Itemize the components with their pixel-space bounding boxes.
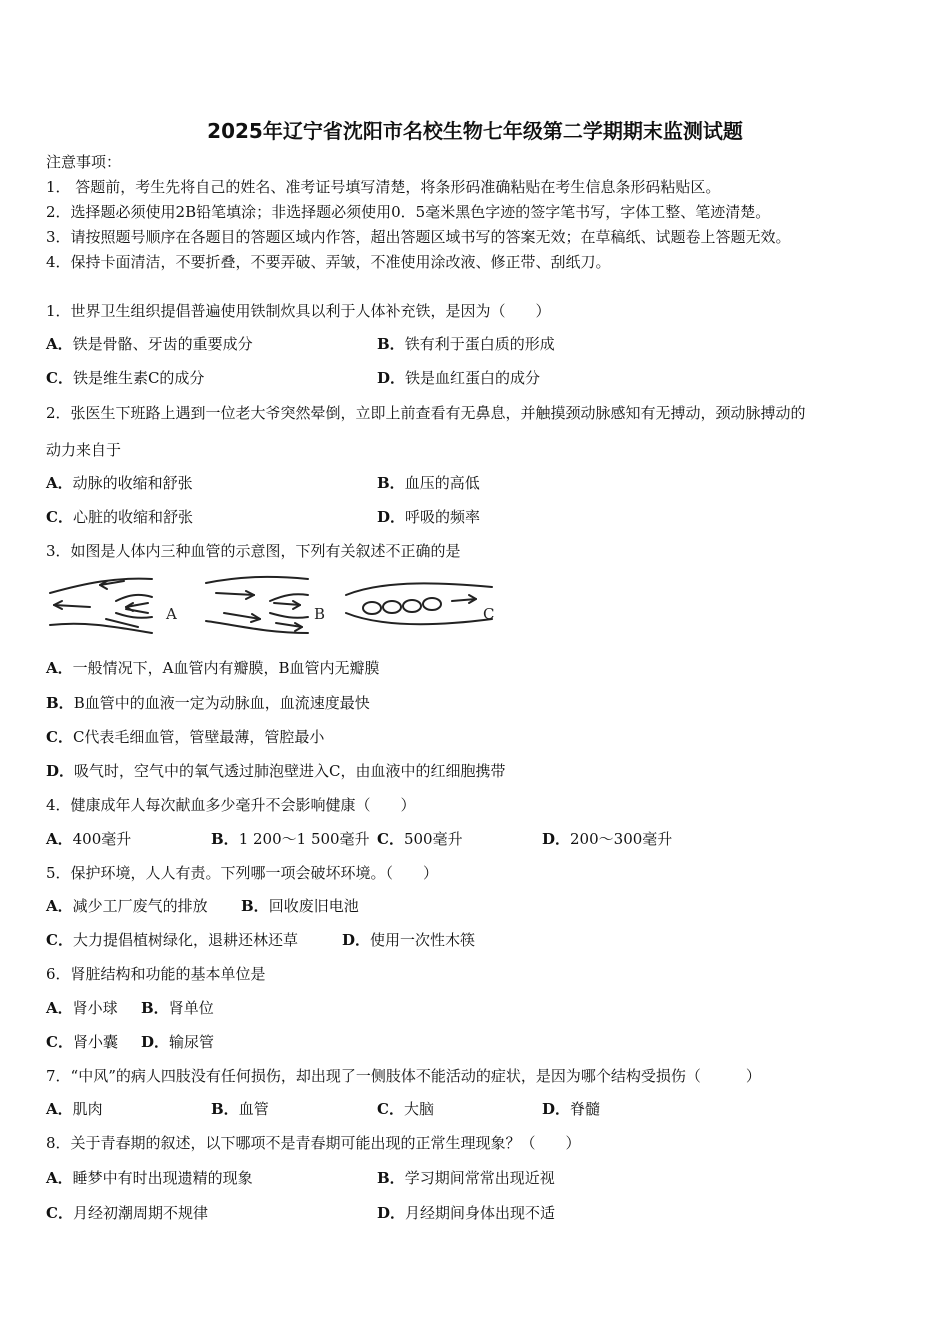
q4-option-d: D．200～300毫升 <box>542 830 673 848</box>
q6-option-c: C．肾小囊 <box>46 1033 118 1051</box>
q3-option-d: D．吸气时，空气中的氧气透过肺泡壁进入C，由血液中的红细胞携带 <box>46 762 506 780</box>
notice-heading: 注意事项： <box>46 153 122 171</box>
q1-option-d: D．铁是血红蛋白的成分 <box>377 369 541 387</box>
q4-option-a: A．400毫升 <box>46 830 132 848</box>
q7-option-d: D．脊髓 <box>542 1100 601 1118</box>
q1-option-b: B．铁有利于蛋白质的形成 <box>377 335 555 353</box>
notice-item: 3．请按照题号顺序在各题目的答题区域内作答，超出答题区域书写的答案无效；在草稿纸、试题卷上答题无效。 <box>46 228 791 246</box>
question-2-stem-cont: 动力来自于 <box>46 441 122 459</box>
q7-option-a: A．肌肉 <box>46 1100 103 1118</box>
question-1-stem: 1．世界卫生组织提倡普遍使用铁制炊具以利于人体补充铁，是因为（ ） <box>46 302 551 320</box>
q7-option-b: B．血管 <box>211 1100 269 1118</box>
question-4-stem: 4．健康成年人每次献血多少毫升不会影响健康（ ） <box>46 796 416 814</box>
q2-option-b: B．血压的高低 <box>377 474 480 492</box>
figure-label-a: A <box>166 605 177 623</box>
q8-option-c: C．月经初潮周期不规律 <box>46 1204 208 1222</box>
q5-option-c: C．大力提倡植树绿化，退耕还林还草 <box>46 931 298 949</box>
q2-option-c: C．心脏的收缩和舒张 <box>46 508 193 526</box>
notice-item: 2．选择题必须使用2B铅笔填涂；非选择题必须使用0．5毫米黑色字迹的签字笔书写，字体工整、笔迹清楚。 <box>46 203 771 221</box>
q8-option-b: B．学习期间常常出现近视 <box>377 1169 555 1187</box>
q3-option-c: C．C代表毛细血管，管壁最薄，管腔最小 <box>46 728 325 746</box>
notice-item: 1． 答题前，考生先将自己的姓名、准考证号填写清楚，将条形码准确粘贴在考生信息条形码粘贴区。 <box>46 178 721 196</box>
q8-option-d: D．月经期间身体出现不适 <box>377 1204 556 1222</box>
q1-option-a: A．铁是骨骼、牙齿的重要成分 <box>46 335 253 353</box>
question-2-stem: 2．张医生下班路上遇到一位老大爷突然晕倒，立即上前查看有无鼻息，并触摸颈动脉感知有无搏动，颈动脉搏动的 <box>46 404 806 422</box>
q1-option-c: C．铁是维生素C的成分 <box>46 369 205 387</box>
blood-vessel-diagram <box>46 573 496 637</box>
q6-option-d: D．输尿管 <box>141 1033 215 1051</box>
q6-option-a: A．肾小球 <box>46 999 118 1017</box>
q6-option-b: B．肾单位 <box>141 999 214 1017</box>
question-7-stem: 7．“中风”的病人四肢没有任何损伤，却出现了一侧肢体不能活动的症状，是因为哪个结构受损伤（ ） <box>46 1067 761 1085</box>
notice-item: 4．保持卡面清洁，不要折叠，不要弄破、弄皱，不准使用涂改液、修正带、刮纸刀。 <box>46 253 611 271</box>
figure-label-b: B <box>314 605 326 623</box>
page-title: 2025年辽宁省沈阳市名校生物七年级第二学期期末监测试题 <box>207 119 743 143</box>
q2-option-a: A．动脉的收缩和舒张 <box>46 474 193 492</box>
q3-option-a: A．一般情况下，A血管内有瓣膜，B血管内无瓣膜 <box>46 659 380 677</box>
q2-option-d: D．呼吸的频率 <box>377 508 481 526</box>
q5-option-a: A．减少工厂废气的排放 <box>46 897 208 915</box>
question-6-stem: 6．肾脏结构和功能的基本单位是 <box>46 965 266 983</box>
q8-option-a: A．睡梦中有时出现遗精的现象 <box>46 1169 253 1187</box>
q4-option-b: B．1 200～1 500毫升 <box>211 830 370 848</box>
figure-label-c: C <box>483 605 495 623</box>
q7-option-c: C．大脑 <box>377 1100 434 1118</box>
question-5-stem: 5．保护环境，人人有责。下列哪一项会破坏环境。（ ） <box>46 864 439 882</box>
question-3-stem: 3．如图是人体内三种血管的示意图，下列有关叙述不正确的是 <box>46 542 461 560</box>
question-8-stem: 8．关于青春期的叙述，以下哪项不是青春期可能出现的正常生理现象？（ ） <box>46 1134 581 1152</box>
q3-option-b: B．B血管中的血液一定为动脉血，血流速度最快 <box>46 694 370 712</box>
q5-option-b: B．回收废旧电池 <box>241 897 359 915</box>
q5-option-d: D．使用一次性木筷 <box>342 931 476 949</box>
q4-option-c: C．500毫升 <box>377 830 463 848</box>
